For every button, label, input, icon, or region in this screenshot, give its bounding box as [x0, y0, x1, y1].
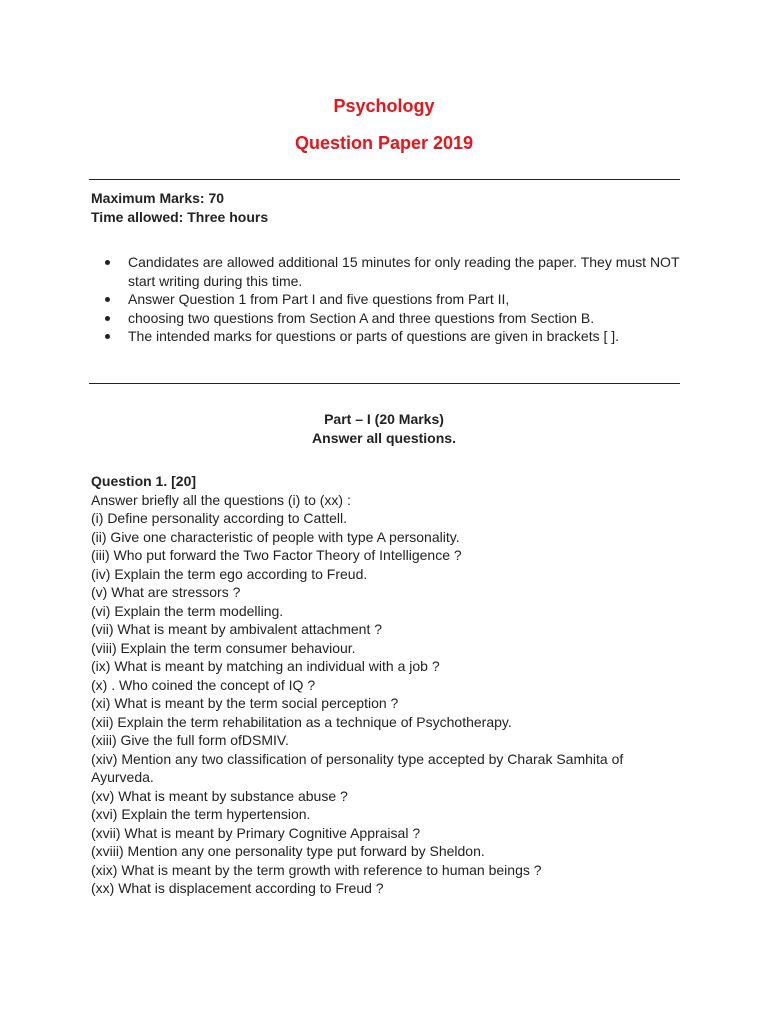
part-title: Part – I (20 Marks)	[324, 411, 444, 427]
question-1	[91, 472, 681, 898]
max-marks: Maximum Marks: 70	[91, 190, 225, 206]
question-item: (ii) Give one characteristic of people with type A personality.	[91, 528, 460, 545]
paper-title: Question Paper 2019	[294, 133, 474, 153]
question-item: (xii) Explain the term rehabilitation as a technique of Psychotherapy.	[91, 713, 512, 730]
time-allowed: Time allowed: Three hours	[91, 208, 269, 225]
question-intro: Answer briefly all the questions (i) to (xx) :	[91, 491, 351, 508]
question-item: (xiii) Give the full form ofDSMIV.	[91, 732, 289, 748]
exam-meta	[91, 189, 268, 226]
question-item: (v) What are stressors ?	[91, 584, 241, 600]
instruction-item: Answer Question 1 from Part I and five questions from Part II,	[91, 290, 681, 309]
instructions-list	[91, 253, 681, 346]
question-item: (xiv) Mention any two classification of personality type accepted by Charak Samhita of Ayurveda.	[91, 750, 624, 785]
question-item: (viii) Explain the term consumer behaviour.	[91, 639, 356, 656]
top-divider	[89, 179, 680, 180]
question-item: (xviii) Mention any one personality type put forward by Sheldon.	[91, 843, 485, 859]
question-item: (vii) What is meant by ambivalent attachment ?	[91, 621, 383, 637]
subject-title: Psychology	[333, 96, 435, 116]
question-item: (xvi) Explain the term hypertension.	[91, 806, 311, 822]
question-item: (xix) What is meant by the term growth with reference to human beings ?	[91, 861, 542, 878]
question-item: (i) Define personality according to Cattell.	[91, 510, 348, 526]
question-item: (iv) Explain the term ego according to Freud.	[91, 565, 368, 582]
instruction-item: choosing two questions from Section A and three questions from Section B.	[91, 309, 681, 328]
section-divider	[89, 383, 680, 384]
question-item: (x) . Who coined the concept of IQ ?	[91, 676, 316, 693]
part-heading	[0, 410, 768, 447]
question-item: (xi) What is meant by the term social perception ?	[91, 695, 399, 711]
question-heading: Question 1. [20]	[91, 473, 197, 489]
question-item: (ix) What is meant by matching an individual with a job ?	[91, 658, 440, 674]
question-item: (iii) Who put forward the Two Factor Theory of Intelligence ?	[91, 547, 462, 563]
question-item: (xx) What is displacement according to Freud ?	[91, 880, 384, 896]
part-subtitle: Answer all questions.	[312, 429, 456, 446]
instruction-item: The intended marks for questions or parts of questions are given in brackets [ ].	[91, 327, 681, 346]
instruction-item: Candidates are allowed additional 15 minutes for only reading the paper. They must NOT start writing during this time.	[91, 253, 681, 290]
question-item: (xvii) What is meant by Primary Cognitive Appraisal ?	[91, 824, 421, 841]
question-item: (vi) Explain the term modelling.	[91, 602, 284, 619]
question-item: (xv) What is meant by substance abuse ?	[91, 787, 348, 804]
